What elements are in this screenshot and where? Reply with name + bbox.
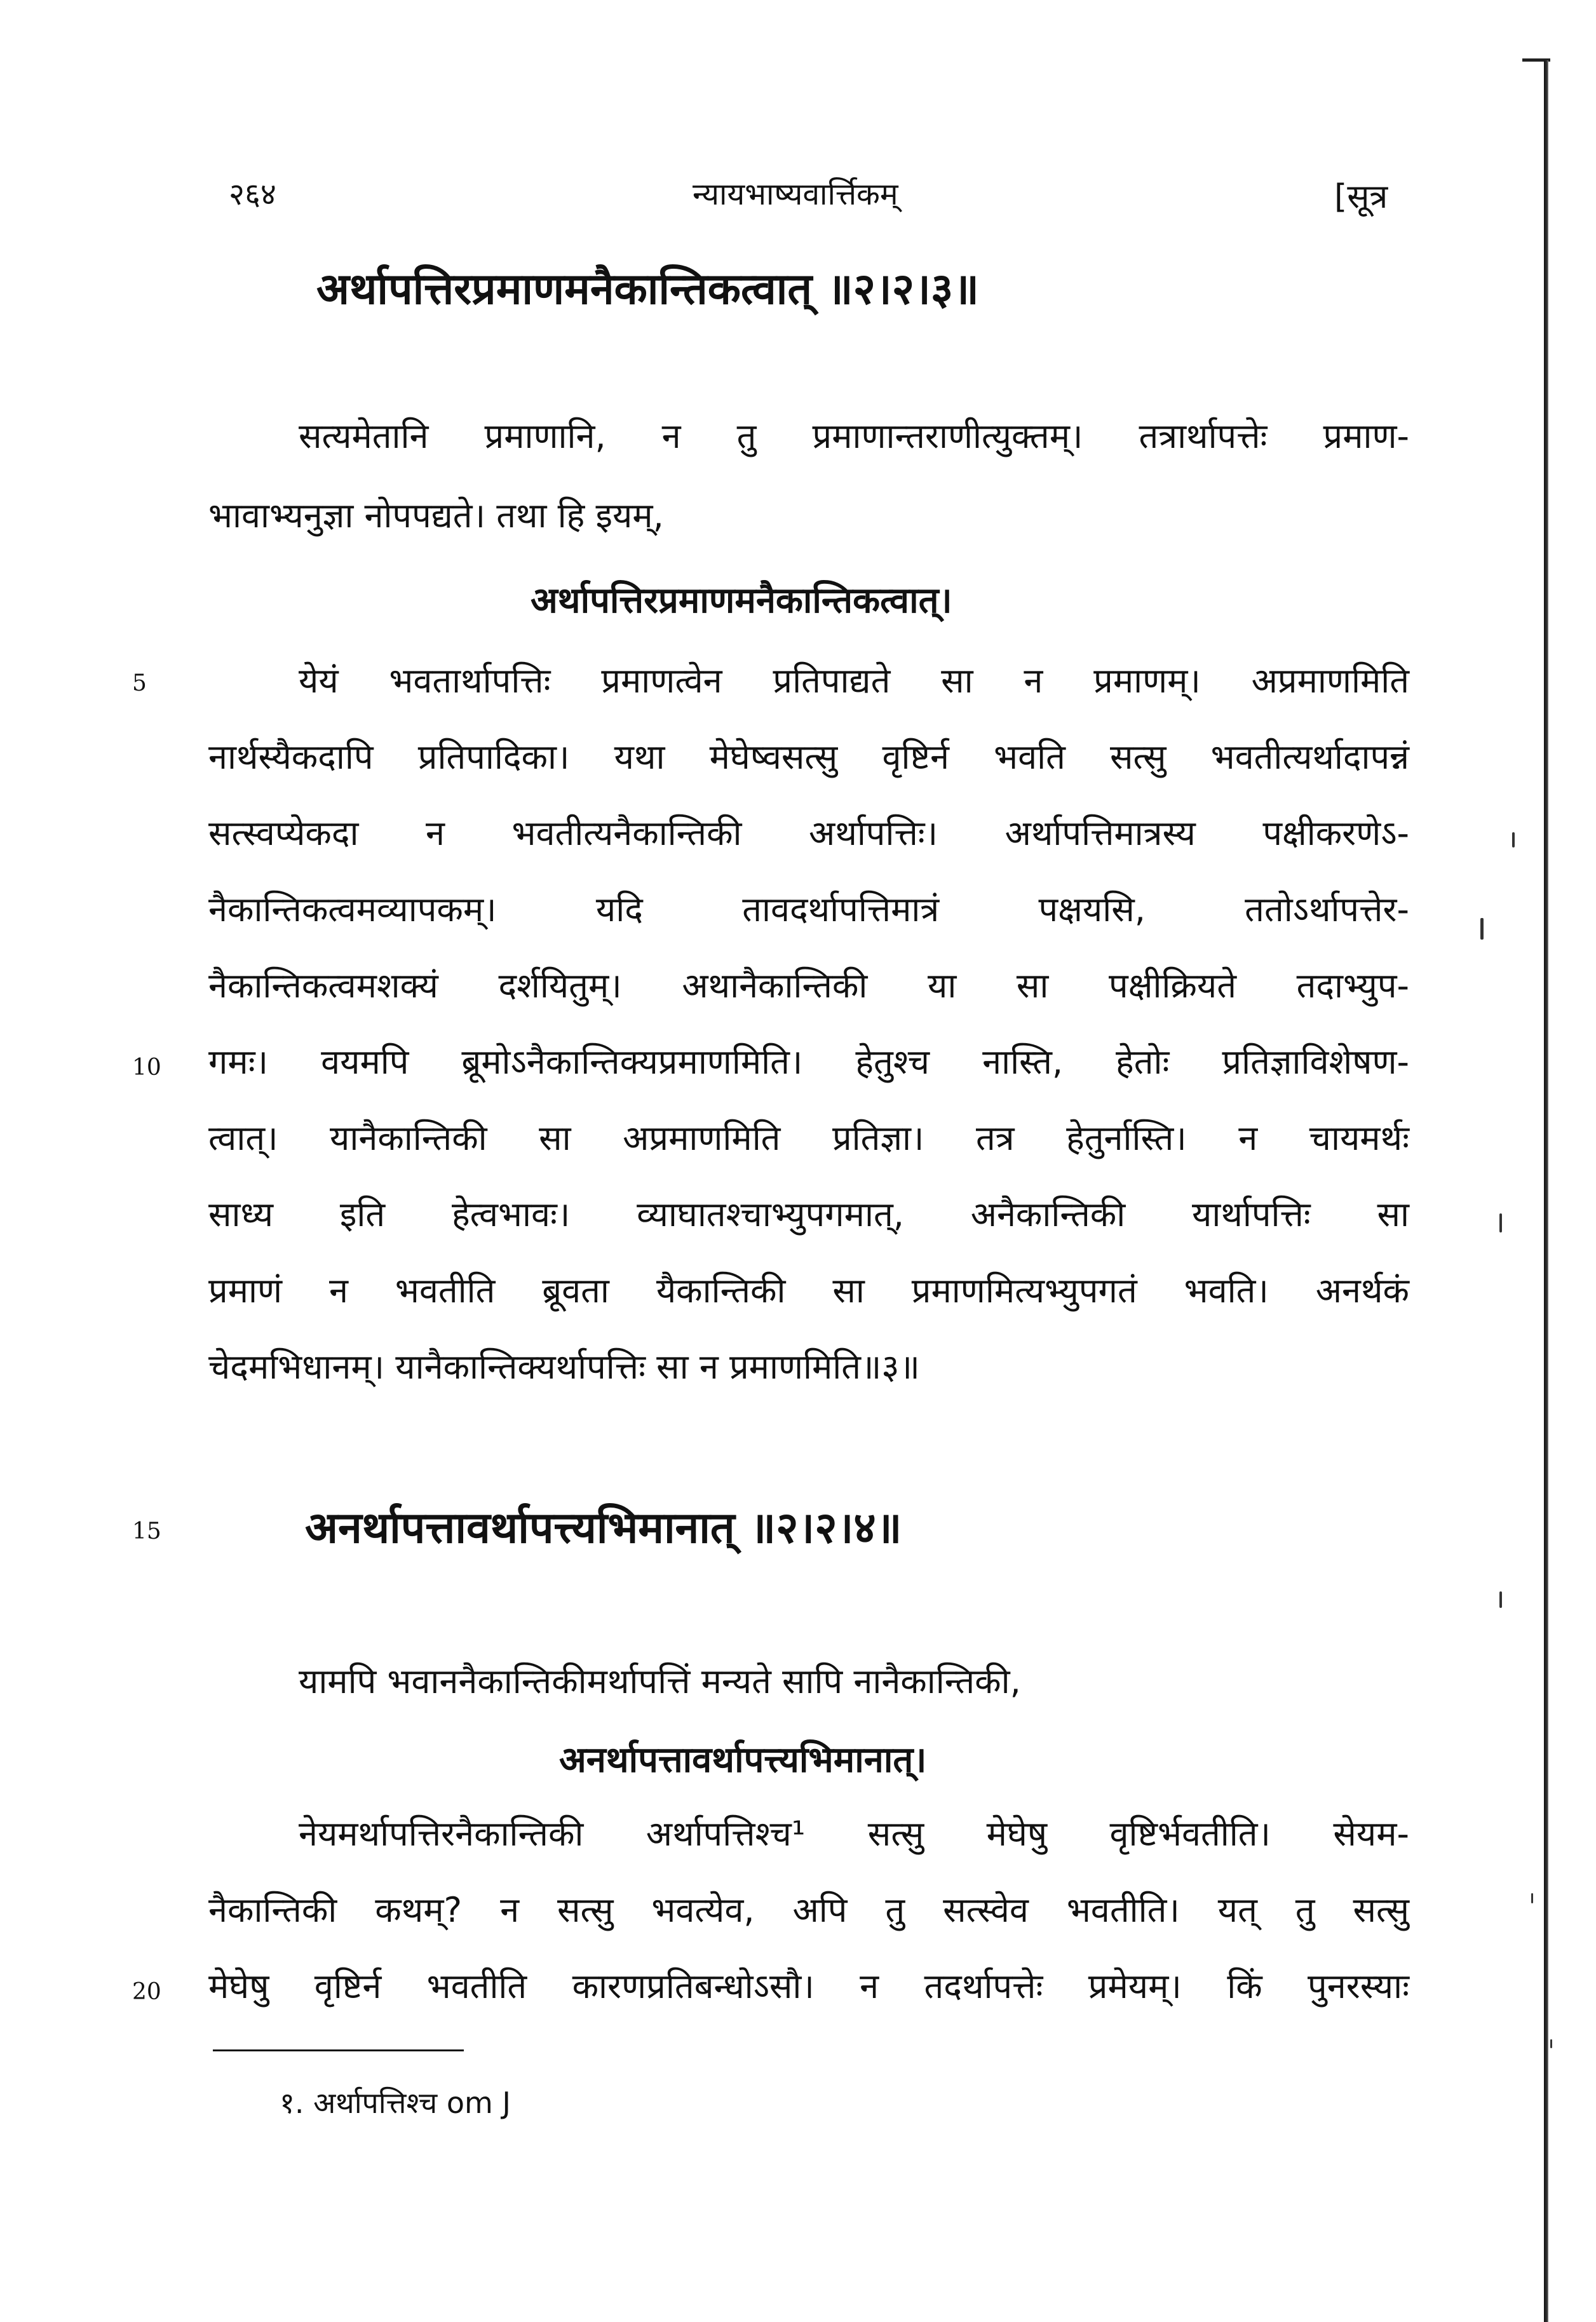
text-line: त्वात्। यानैकान्तिकी सा अप्रमाणमिति प्रतिज्ञा। तत्र हेतुर्नास्ति। न चायमर्थः: [208, 1118, 1409, 1158]
text-line: येयं भवतार्थापत्तिः प्रमाणत्वेन प्रतिपाद्यते सा न प्रमाणम्। अप्रमाणमिति: [299, 661, 1409, 701]
footnote: १. अर्थापत्तिश्च om J: [280, 2086, 511, 2120]
running-title: न्यायभाष्यवार्त्तिकम्: [693, 177, 898, 212]
scan-edge-bar: [1544, 60, 1548, 2322]
text-line: गमः। वयमपि ब्रूमोऽनैकान्तिक्यप्रमाणमिति। हेतुश्च नास्ति, हेतोः प्रतिज्ञाविशेषण-: [208, 1042, 1409, 1082]
sutra-subheading-4: अनर्थापत्तावर्थापत्त्यभिमानात्।: [559, 1739, 927, 1781]
text-line: नार्थस्यैकदापि प्रतिपादिका। यथा मेघेष्वसत्सु वृष्टिर्न भवति सत्सु भवतीत्यर्थादापन्नं: [208, 737, 1409, 777]
text-line: प्रमाणं न भवतीति ब्रूवता यैकान्तिकी सा प्रमाणमित्यभ्युपगतं भवति। अनर्थकं: [208, 1271, 1409, 1311]
footnote-rule: [213, 2049, 464, 2051]
text-line: नैकान्तिकत्वमशक्यं दर्शयितुम्। अथानैकान्तिकी या सा पक्षीक्रियते तदाभ्युप-: [208, 966, 1409, 1006]
text-line: यामपि भवाननैकान्तिकीमर्थापत्तिं मन्यते सापि नानैकान्तिकी,: [299, 1661, 1021, 1701]
line-number-5: 5: [132, 670, 147, 696]
text-line: सत्स्वप्येकदा न भवतीत्यनैकान्तिकी अर्थापत्तिः। अर्थापत्तिमात्रस्य पक्षीकरणेऽ-: [208, 813, 1409, 853]
text-line: भावाभ्यनुज्ञा नोपपद्यते। तथा हि इयम्,: [208, 496, 664, 536]
text-line: नैकान्तिकत्वमव्यापकम्। यदि तावदर्थापत्तिमात्रं पक्षयसि, ततोऽर्थापत्तेर-: [208, 889, 1409, 929]
text-line: नेयमर्थापत्तिरनैकान्तिकी अर्थापत्तिश्च¹ सत्सु मेघेषु वृष्टिर्भवतीति। सेयम-: [299, 1814, 1409, 1854]
text-line: सत्यमेतानि प्रमाणानि, न तु प्रमाणान्तराणीत्युक्तम्। तत्रार्थापत्तेः प्रमाण-: [299, 416, 1409, 456]
text-line: मेघेषु वृष्टिर्न भवतीति कारणप्रतिबन्धोऽसौ। न तदर्थापत्तेः प्रमेयम्। किं पुनरस्याः: [208, 1966, 1409, 2006]
sutra-subheading-3: अर्थापत्तिरप्रमाणमनैकान्तिकत्वात्।: [531, 580, 952, 621]
section-label: [सूत्र: [1334, 178, 1388, 216]
scan-speck: [1512, 832, 1515, 847]
scan-speck: [1499, 1591, 1502, 1608]
scan-speck: [1480, 918, 1484, 940]
text-line: साध्य इति हेत्वभावः। व्याघातश्चाभ्युपगमात्, अनैकान्तिकी यार्थापत्तिः सा: [208, 1194, 1409, 1234]
scan-speck: [1531, 1893, 1533, 1903]
scan-speck: [1499, 1213, 1502, 1232]
scan-speck: [1550, 2039, 1552, 2048]
text-line: नैकान्तिकी कथम्? न सत्सु भवत्येव, अपि तु सत्स्वेव भवतीति। यत् तु सत्सु: [208, 1890, 1409, 1930]
page-number: २६४: [229, 177, 276, 212]
line-number-15: 15: [132, 1518, 161, 1544]
line-number-20: 20: [132, 1979, 161, 2005]
text-line: चेदमभिधानम्। यानैकान्तिक्यर्थापत्तिः सा न प्रमाणमिति॥३॥: [208, 1347, 920, 1387]
line-number-10: 10: [132, 1055, 161, 1081]
sutra-heading-4: अनर्थापत्तावर्थापत्त्यभिमानात् ॥२।२।४॥: [305, 1503, 902, 1553]
sutra-heading-3: अर्थापत्तिरप्रमाणमनैकान्तिकत्वात् ॥२।२।३॥: [316, 264, 979, 314]
